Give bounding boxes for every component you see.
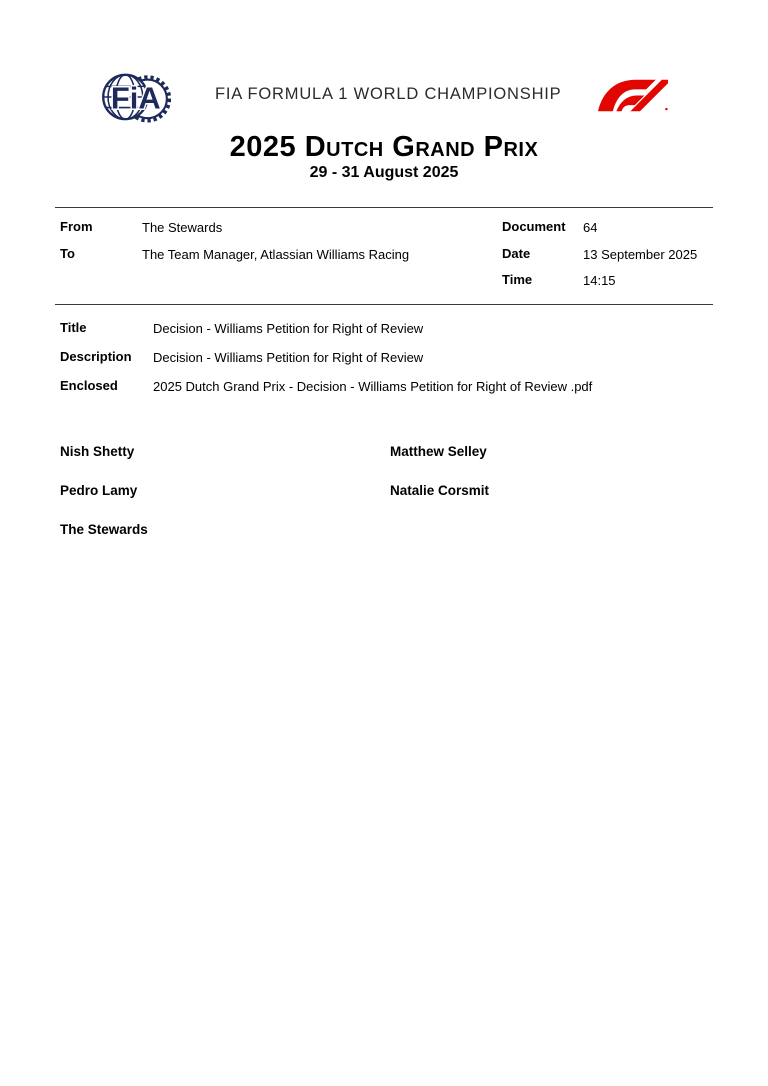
date-value: 13 September 2025: [583, 247, 698, 262]
document-value: 64: [583, 220, 598, 235]
description-value: Decision - Williams Petition for Right of Review: [153, 350, 424, 365]
divider-bottom: [55, 304, 713, 305]
title-label: Title: [60, 320, 87, 335]
from-value: The Stewards: [142, 220, 223, 235]
steward-name: Matthew Selley: [390, 444, 487, 459]
steward-name: Nish Shetty: [60, 444, 135, 459]
document-label: Document: [502, 219, 566, 234]
description-label: Description: [60, 349, 132, 364]
fia-logo-icon: [101, 69, 171, 123]
to-value: The Team Manager, Atlassian Williams Racing: [142, 247, 410, 262]
event-dates: 29 - 31 August 2025: [309, 164, 459, 181]
title-value: Decision - Williams Petition for Right of Review: [153, 321, 424, 336]
divider-top: [55, 207, 713, 208]
championship-wordmark: FIA FORMULA 1 WORLD CHAMPIONSHIP: [215, 85, 562, 103]
from-label: From: [60, 219, 93, 234]
f1-logo-icon: [598, 79, 668, 112]
to-label: To: [60, 246, 75, 261]
event-title: 2025 Dutch Grand Prix: [229, 131, 539, 163]
enclosed-label: Enclosed: [60, 378, 118, 393]
fia-logo-text: FiA: [110, 80, 161, 116]
date-label: Date: [502, 246, 531, 261]
steward-name: Natalie Corsmit: [390, 483, 490, 498]
signature-closing: The Stewards: [60, 522, 148, 537]
time-value: 14:15: [583, 273, 616, 288]
steward-name: Pedro Lamy: [60, 483, 138, 498]
enclosed-value: 2025 Dutch Grand Prix - Decision - Williams Petition for Right of Review .pdf: [153, 379, 593, 394]
time-label: Time: [502, 272, 533, 287]
